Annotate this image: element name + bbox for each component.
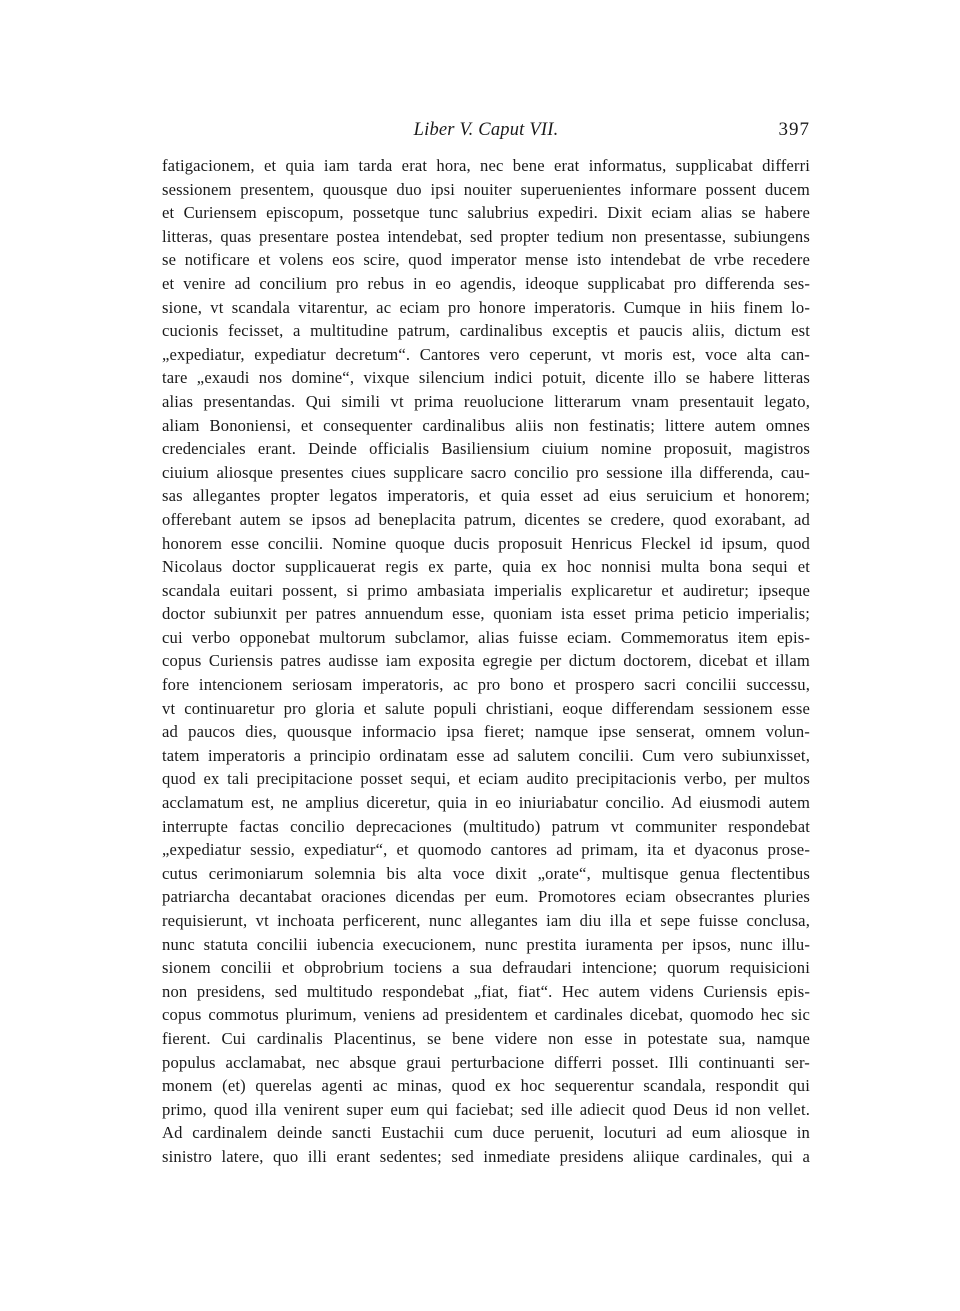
- text-line: fierent. Cui cardinalis Placentinus, se bene videre non esse in potestate sua, namque: [162, 1028, 810, 1048]
- text-line: ciuium aliosque presentes ciues supplicare sacro concilio pro sessione illa differenda, cau-: [162, 462, 810, 482]
- text-line: non presidens, sed multitudo respondebat „fiat, fiat“. Hec autem videns Curiensis epis-: [162, 981, 810, 1001]
- text-line: interrupte factas concilio deprecaciones (multitudo) patrum vt communiter respondebat: [162, 816, 810, 836]
- text-line: sione, vt scandala vitarentur, ac eciam pro honore imperatoris. Cumque in hiis finem lo-: [162, 297, 810, 317]
- text-line: sessionem presentem, quousque duo ipsi nouiter superuenientes informare possent ducem: [162, 179, 810, 199]
- text-line: sionem concilii et obprobrium tociens a sua defraudari intencione; quorum requisicioni: [162, 958, 810, 978]
- text-line: copus commotus plurimum, veniens ad presidentem et cardinales dicebat, quomodo hec sic: [162, 1005, 810, 1025]
- text-line: se notificare et volens eos scire, quod imperator mense isto intendebat de vrbe recedere: [162, 250, 810, 270]
- text-line: fatigacionem, et quia iam tarda erat hora, nec bene erat informatus, supplicabat differri: [162, 156, 810, 175]
- text-line: populus acclamabat, nec absque graui perturbacione differri posset. Illi continuanti ser-: [162, 1052, 810, 1072]
- page-number: 397: [778, 119, 810, 140]
- text-line: offerebant autem se ipsos ad beneplacita patrum, dicentes se credere, quod exorabant, ad: [162, 509, 810, 529]
- text-line: fore intencionem seriosam imperatoris, ac pro bono et prospero sacri concilii successu,: [162, 675, 810, 695]
- text-line: credenciales erant. Deinde officialis Basiliensium ciuium nomine proposuit, magistros: [162, 439, 810, 459]
- text-line: cucionis fecisset, a multitudine patrum, cardinalibus exceptis et paucis aliis, dictum est: [162, 321, 810, 341]
- text-line: primo, quod illa venirent super eum qui faciebat; sed ille adiecit quod Deus id non vellet.: [162, 1099, 810, 1119]
- text-line: alias presentandas. Qui simili vt prima reuolucione litterarum vnam presentauit legato,: [162, 391, 810, 411]
- body-text: [162, 154, 810, 1169]
- text-line: honorem esse concilii. Nomine quoque ducis proposuit Henricus Fleckel id ipsum, quod: [162, 533, 810, 553]
- text-line: doctor subiunxit per patres annuendum esse, quoniam ista esset prima peticio imperialis;: [162, 604, 810, 624]
- text-line: copus Curiensis patres audisse iam exposita egregie per dictum doctorem, dicebat et illam: [162, 651, 810, 671]
- text-line: litteras, quas presentare postea intendebat, sed propter tedium non presentasse, subiungens: [162, 226, 810, 246]
- running-title: Liber V. Caput VII.: [413, 120, 559, 140]
- text-line: vt continuaretur pro gloria et salute populi christiani, eoque differendam sessionem esse: [162, 698, 810, 718]
- text-line: monem (et) querelas agenti ac minas, quod ex hoc sequerentur scandala, respondit qui: [162, 1076, 810, 1096]
- text-line: patriarcha decantabat oraciones dicendas per eum. Promotores eciam obsecrantes pluries: [162, 887, 810, 907]
- running-head: [162, 116, 810, 144]
- text-line: Nicolaus doctor supplicauerat regis ex parte, quia ex hoc nonnisi multa bona sequi et: [162, 557, 810, 577]
- text-line: tare „exaudi nos domine“, vixque silencium indici potuit, dicente illo se habere litteras: [162, 368, 810, 388]
- text-line: sas allegantes propter legatos imperatoris, et quia esset ad eius seruicium et honorem;: [162, 486, 810, 506]
- text-line: „expediatur sessio, expediatur“, et quomodo cantores ad primam, ita et dyaconus prose-: [162, 840, 810, 860]
- text-line: et Curiensem episcopum, possetque tunc salubrius expediri. Dixit eciam alias se habere: [162, 203, 810, 223]
- text-line: cui verbo opponebat multorum subclamor, alias fuisse eciam. Commemoratus item epis-: [162, 627, 810, 647]
- text-line: quod ex tali precipitacione posset sequi, et eciam audito precipitacionis verbo, per multos: [162, 769, 810, 789]
- text-line: aliam Bononiensi, et consequenter cardinalibus aliis non festinatis; littere autem omnes: [162, 415, 810, 435]
- text-line: tatem imperatoris a principio ordinatam esse ad salutem concilii. Cum vero subiunxisset,: [162, 745, 810, 765]
- text-line: requisierunt, vt inchoata perficerent, nunc allegantes iam diu illa et sepe fuisse conclusa,: [162, 911, 810, 930]
- text-line: nunc statuta concilii iubencia execucionem, nunc prestita iuramenta per ipsos, nunc illu-: [162, 934, 810, 954]
- text-line: cutus cerimoniarum solemnia bis alta voce dixit „orate“, multisque genua flectentibus: [162, 863, 810, 883]
- text-line: ad paucos dies, quousque informacio ipsa fieret; namque ipse senserat, omnem volun-: [162, 722, 810, 742]
- text-line: et venire ad concilium pro rebus in eo agendis, ideoque supplicabat pro differenda ses-: [162, 273, 810, 293]
- text-line: scandala euitari possent, si primo ambasiata imperialis explicaretur et audiretur; ipseque: [162, 580, 810, 600]
- text-line: sinistro latere, quo illi erant sedentes; sed inmediate presidens aliique cardinales, qui a: [162, 1146, 810, 1166]
- text-line: acclamatum est, ne amplius diceretur, quia in eo iniuriabatur concilio. Ad eiusmodi autem: [162, 793, 810, 813]
- text-line: „expediatur, expediatur decretum“. Cantores vero ceperunt, vt moris est, voce alta can-: [162, 344, 810, 364]
- text-line: Ad cardinalem deinde sancti Eustachii cum duce peruenit, locuturi ad eum aliosque in: [162, 1123, 810, 1143]
